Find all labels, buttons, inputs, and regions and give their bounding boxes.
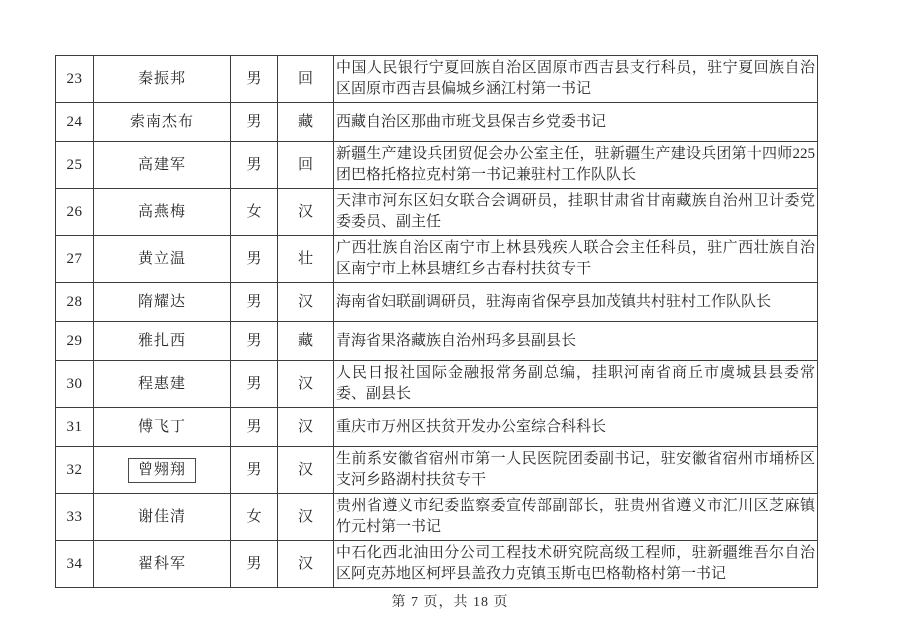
table-row [56, 103, 818, 142]
table-row [56, 322, 818, 361]
cell-gender: 男 [231, 103, 278, 142]
cell-ethnicity: 回 [278, 142, 334, 189]
cell-gender: 男 [231, 283, 278, 322]
cell-ethnicity: 汉 [278, 283, 334, 322]
cell-name: 傅飞丁 [94, 408, 231, 447]
cell-position: 重庆市万州区扶贫开发办公室综合科科长 [334, 408, 818, 447]
cell-ethnicity: 藏 [278, 103, 334, 142]
cell-name: 高燕梅 [94, 189, 231, 236]
cell-number: 24 [56, 103, 94, 142]
cell-gender: 男 [231, 236, 278, 283]
cell-gender: 男 [231, 408, 278, 447]
table-row [56, 142, 818, 189]
cell-name: 高建军 [94, 142, 231, 189]
cell-number: 29 [56, 322, 94, 361]
cell-number: 30 [56, 361, 94, 408]
table-row [56, 494, 818, 541]
cell-ethnicity: 壮 [278, 236, 334, 283]
page-footer: 第 7 页，共 18 页 [391, 595, 509, 610]
cell-position: 广西壮族自治区南宁市上林县残疾人联合会主任科员，驻广西壮族自治区南宁市上林县塘红乡古春村扶贫专干 [334, 236, 818, 283]
table-row [56, 408, 818, 447]
cell-position: 西藏自治区那曲市班戈县保吉乡党委书记 [334, 103, 818, 142]
cell-number: 33 [56, 494, 94, 541]
table-row [56, 541, 818, 588]
cell-position: 青海省果洛藏族自治州玛多县副县长 [334, 322, 818, 361]
table-row [56, 236, 818, 283]
cell-gender: 男 [231, 322, 278, 361]
cell-number: 31 [56, 408, 94, 447]
cell-gender: 女 [231, 189, 278, 236]
cell-number: 25 [56, 142, 94, 189]
cell-name: 黄立温 [94, 236, 231, 283]
cell-gender: 男 [231, 541, 278, 588]
table-row [56, 283, 818, 322]
cell-ethnicity: 汉 [278, 541, 334, 588]
cell-ethnicity: 汉 [278, 494, 334, 541]
cell-ethnicity: 回 [278, 56, 334, 103]
table-row [56, 56, 818, 103]
cell-position: 海南省妇联副调研员，驻海南省保亭县加茂镇共村驻村工作队队长 [334, 283, 818, 322]
table-row [56, 447, 818, 494]
cell-ethnicity: 藏 [278, 322, 334, 361]
cell-position: 天津市河东区妇女联合会调研员，挂职甘肃省甘南藏族自治州卫计委党委委员、副主任 [334, 189, 818, 236]
cell-name: 翟科军 [94, 541, 231, 588]
cell-position: 生前系安徽省宿州市第一人民医院团委副书记，驻安徽省宿州市埇桥区支河乡路湖村扶贫专干 [334, 447, 818, 494]
cell-name: 秦振邦 [94, 56, 231, 103]
cell-number: 32 [56, 447, 94, 494]
name-memorial-frame: 曾翙翔 [128, 458, 196, 483]
cell-gender: 男 [231, 361, 278, 408]
cell-number: 34 [56, 541, 94, 588]
cell-ethnicity: 汉 [278, 361, 334, 408]
cell-number: 26 [56, 189, 94, 236]
cell-name: 谢佳清 [94, 494, 231, 541]
cell-gender: 男 [231, 142, 278, 189]
cell-gender: 女 [231, 494, 278, 541]
cell-gender: 男 [231, 56, 278, 103]
cell-number: 23 [56, 56, 94, 103]
roster-table-body [56, 56, 818, 588]
cell-gender: 男 [231, 447, 278, 494]
cell-name: 索南杰布 [94, 103, 231, 142]
cell-position: 新疆生产建设兵团贸促会办公室主任，驻新疆生产建设兵团第十四师225团巴格托格拉克村第一书记兼驻村工作队队长 [334, 142, 818, 189]
cell-position: 贵州省遵义市纪委监察委宣传部副部长，驻贵州省遵义市汇川区芝麻镇竹元村第一书记 [334, 494, 818, 541]
table-row [56, 361, 818, 408]
cell-name: 程惠建 [94, 361, 231, 408]
roster-table [55, 55, 818, 588]
cell-ethnicity: 汉 [278, 189, 334, 236]
cell-position: 人民日报社国际金融报常务副总编，挂职河南省商丘市虞城县县委常委、副县长 [334, 361, 818, 408]
cell-number: 27 [56, 236, 94, 283]
cell-name: 雅扎西 [94, 322, 231, 361]
table-row [56, 189, 818, 236]
cell-name: 隋耀达 [94, 283, 231, 322]
cell-ethnicity: 汉 [278, 447, 334, 494]
cell-position: 中石化西北油田分公司工程技术研究院高级工程师，驻新疆维吾尔自治区阿克苏地区柯坪县盖孜力克镇玉斯屯巴格勒格村第一书记 [334, 541, 818, 588]
cell-ethnicity: 汉 [278, 408, 334, 447]
cell-position: 中国人民银行宁夏回族自治区固原市西吉县支行科员，驻宁夏回族自治区固原市西吉县偏城乡涵江村第一书记 [334, 56, 818, 103]
cell-number: 28 [56, 283, 94, 322]
cell-name [94, 447, 231, 494]
